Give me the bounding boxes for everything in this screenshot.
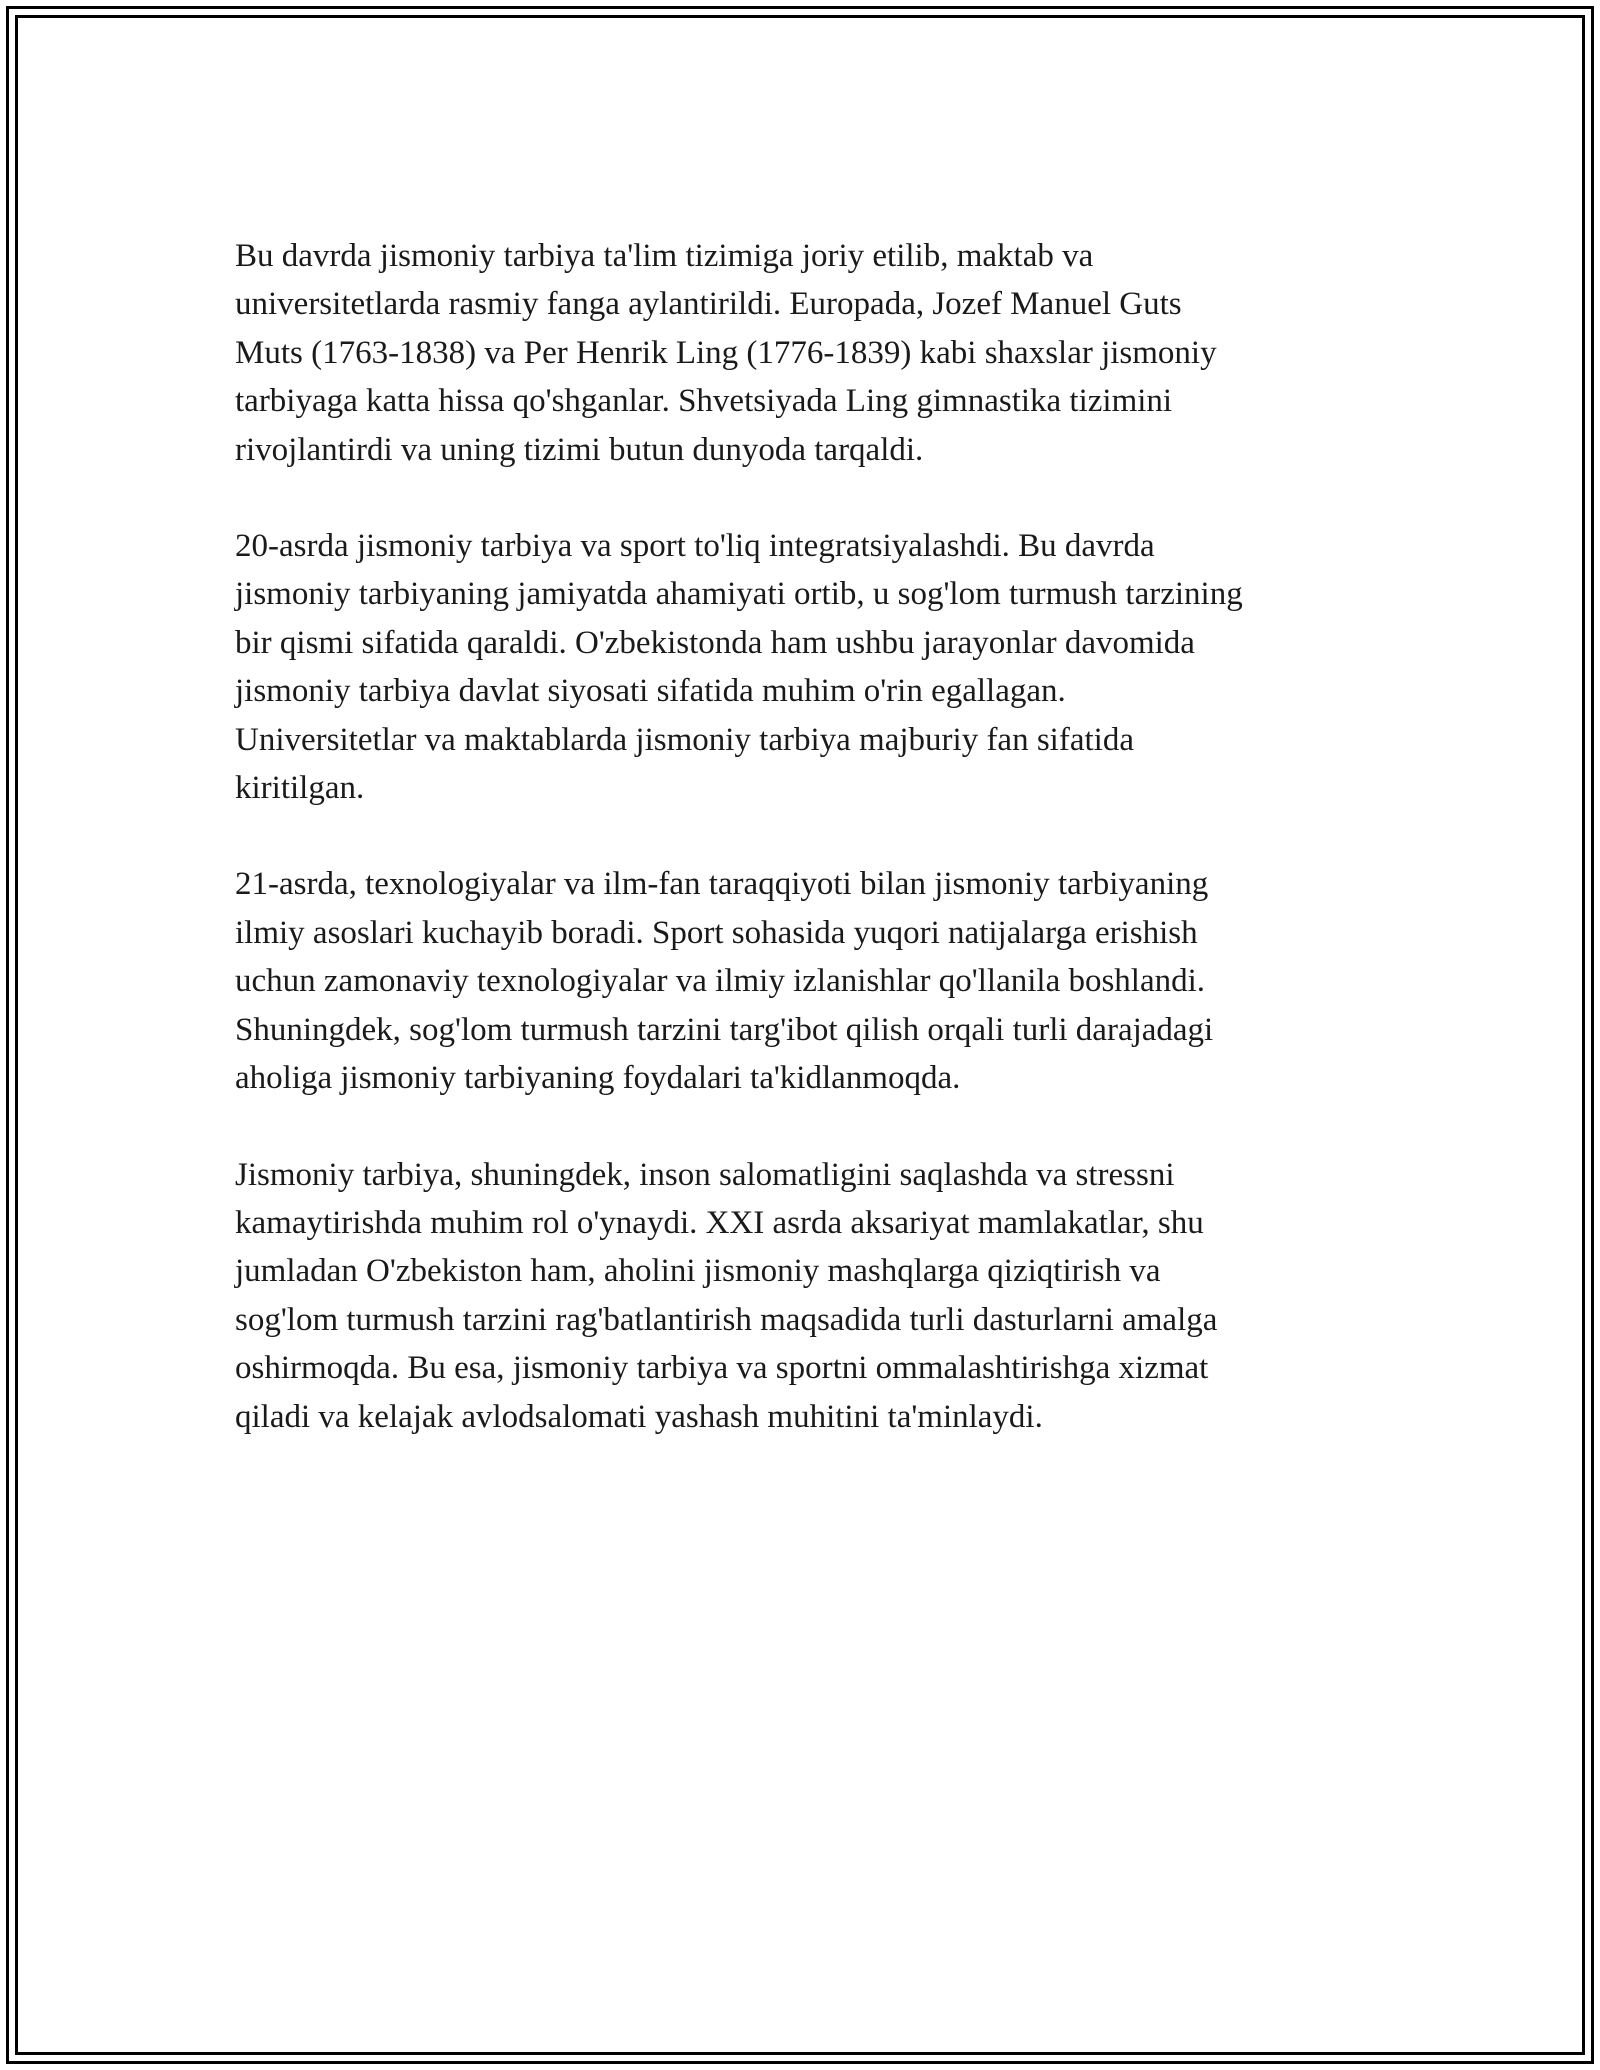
document-body [235, 232, 1375, 1489]
paragraph-1: Bu davrda jismoniy tarbiya ta'lim tizimiga joriy etilib, maktab va universitetlarda rasmiy fanga aylantirildi. Europada, Jozef Manuel Guts Muts (1763-1838) va Per Henrik Ling (1776-1839) kabi shaxslar jismoniy tarbiyaga katta hissa qo'shganlar. Shvetsiyada Ling gimnastika tizimini rivojlantirdi va uning tizimi butun dunyoda tarqaldi. [235, 238, 1217, 468]
paragraph-4: Jismoniy tarbiya, shuningdek, inson salomatligini saqlashda va stressni kamaytirishda muhim rol o'ynaydi. XXI asrda aksariyat mamlakatlar, shu jumladan O'zbekiston ham, aholini jismoniy mashqlarga qiziqtirish va sog'lom turmush tarzini rag'batlantirish maqsadida turli dasturlarni amalga oshirmoqda. Bu esa, jismoniy tarbiya va sportni ommalashtirishga xizmat qiladi va kelajak avlodsalomati yashash muhitini ta'minlaydi. [235, 1156, 1218, 1435]
paragraph-2: 20-asrda jismoniy tarbiya va sport to'liq integratsiyalashdi. Bu davrda jismoniy tarbiyaning jamiyatda ahamiyati ortib, u sog'lom turmush tarzining bir qismi sifatida qaraldi. O'zbekistonda ham ushbu jarayonlar davomida jismoniy tarbiya davlat siyosati sifatida muhim o'rin egallagan. Universitetlar va maktablarda jismoniy tarbiya majburiy fan sifatida kiritilgan. [235, 528, 1243, 807]
paragraph-3: 21-asrda, texnologiyalar va ilm-fan taraqqiyoti bilan jismoniy tarbiyaning ilmiy asoslari kuchayib boradi. Sport sohasida yuqori natijalarga erishish uchun zamonaviy texnologiyalar va ilmiy izlanishlar qo'llanila boshlandi. Shuningdek, sog'lom turmush tarzini targ'ibot qilish orqali turli darajadagi aholiga jismoniy tarbiyaning foydalari ta'kidlanmoqda. [235, 866, 1214, 1097]
